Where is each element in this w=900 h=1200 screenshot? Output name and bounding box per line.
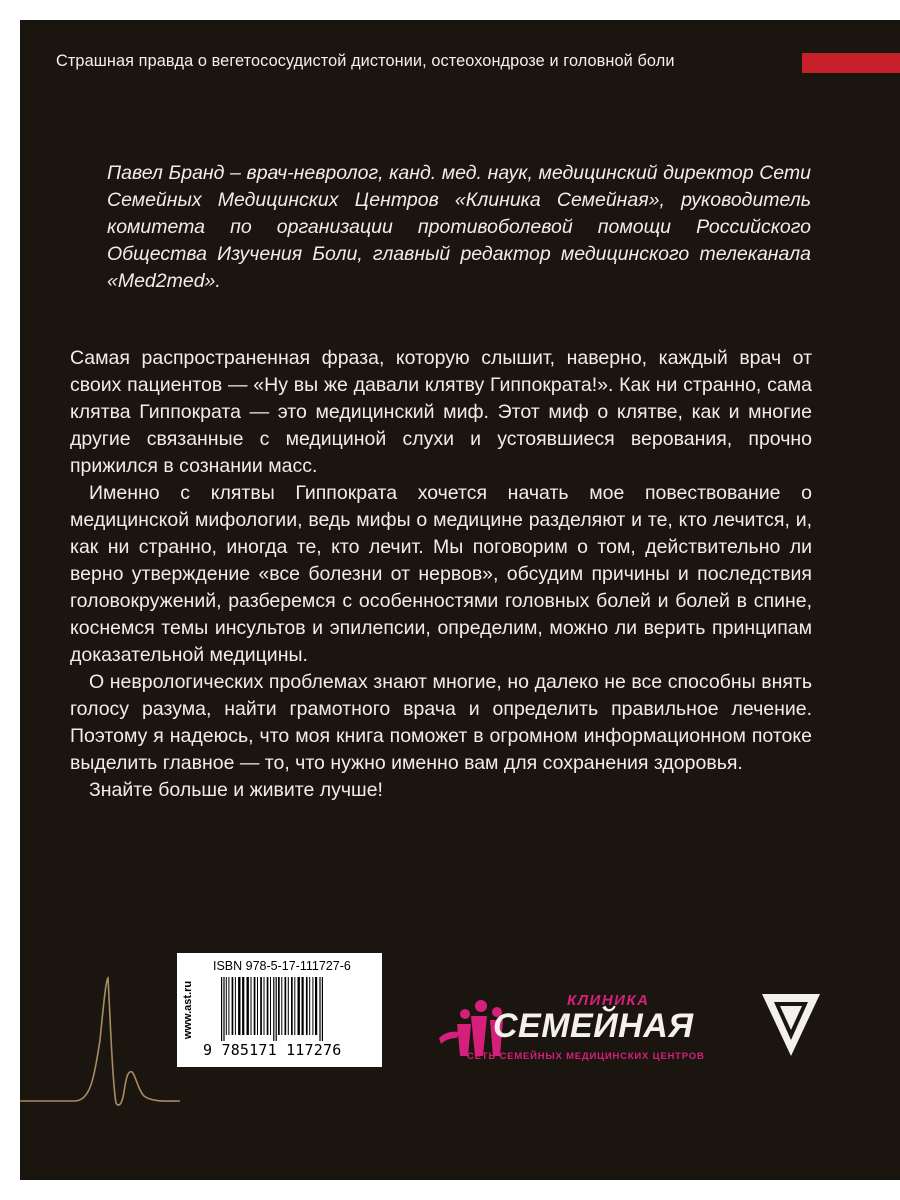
book-back-cover bbox=[20, 20, 900, 1180]
clinic-logo-subtitle: СЕТЬ СЕМЕЙНЫХ МЕДИЦИНСКИХ ЦЕНТРОВ bbox=[467, 1051, 705, 1062]
barcode-bar bbox=[294, 977, 295, 1035]
barcode-bar bbox=[291, 977, 293, 1035]
barcode-bar bbox=[232, 977, 234, 1035]
barcode-bar bbox=[247, 977, 249, 1035]
barcode-bar bbox=[264, 977, 265, 1035]
barcode-bar bbox=[267, 977, 269, 1035]
barcode-bar bbox=[273, 977, 274, 1041]
annotation-paragraph-2: Именно с клятвы Гиппократа хочется начать мое повествование о медицинской мифологии, ведь мифы о медицине разделяют и те, кто лечится, и, как ни странно, иногда те, кто лечит. Мы поговорим о том, действительно ли верно утверждение «все болезни от нервов», обсудим причины и последствия головокружений, разберемся с особенностями головных болей и болей в спине, коснемся темы инсультов и эпилепсии, определим, можно ли верить принципам доказательной медицины. bbox=[70, 482, 812, 666]
barcode-bar bbox=[226, 977, 227, 1035]
barcode-bar bbox=[242, 977, 244, 1035]
author-bio: Павел Бранд – врач-невролог, канд. мед. наук, медицинский директор Сети Семейных Медицинских Центров «Клиника Семейная», руководитель комитета по организации противоболевой помощи Российского Общества Изучения Боли, главный редактор медицинского телеканала «Med2med». bbox=[107, 162, 811, 292]
publisher-url bbox=[177, 953, 199, 1067]
ecg-line-icon bbox=[20, 970, 180, 1110]
barcode-bar bbox=[319, 977, 320, 1041]
barcode-digits: 9 785171 117276 bbox=[203, 1041, 342, 1059]
annotation-paragraph-3: О неврологических проблемах знают многие, но далеко не все способны внять голосу разума, найти грамотного врача и определить правильное лечение. Поэтому я надеюсь, что моя книга поможет в огромном информационном потоке выделить главное — то, что нужно именно вам для сохранения здоровья. bbox=[70, 671, 812, 774]
barcode-bar bbox=[223, 977, 224, 1041]
barcode-bar bbox=[270, 977, 271, 1035]
publisher-url-text: www.ast.ru bbox=[182, 980, 194, 1040]
barcode-bar bbox=[312, 977, 313, 1035]
clinic-logo bbox=[437, 978, 737, 1068]
barcode-bar bbox=[221, 977, 222, 1041]
isbn-label: ISBN 978-5-17-111727-6 bbox=[213, 959, 351, 973]
barcode-bar bbox=[315, 977, 317, 1035]
barcode-bar bbox=[254, 977, 256, 1035]
barcode-bar bbox=[228, 977, 229, 1035]
barcode-bar bbox=[306, 977, 308, 1035]
barcode-bar bbox=[298, 977, 300, 1035]
barcode-bar bbox=[235, 977, 236, 1035]
series-accent-bar bbox=[802, 53, 900, 73]
barcode-bar bbox=[309, 977, 310, 1035]
barcode bbox=[219, 977, 373, 1041]
barcode-bar bbox=[288, 977, 289, 1035]
barcode-bar bbox=[260, 977, 262, 1035]
clinic-logo-top: КЛИНИКА bbox=[567, 992, 650, 1009]
v-triangle-icon bbox=[760, 990, 822, 1060]
barcode-bar bbox=[322, 977, 323, 1041]
series-title: Страшная правда о вегетососудистой дистонии, остеохондрозе и головной боли bbox=[56, 52, 675, 70]
annotation-paragraph-4: Знайте больше и живите лучше! bbox=[89, 779, 383, 801]
isbn-barcode-block bbox=[177, 953, 382, 1067]
barcode-bar bbox=[276, 977, 277, 1041]
annotation-text bbox=[70, 345, 812, 804]
barcode-bar bbox=[257, 977, 258, 1035]
barcode-bar bbox=[238, 977, 240, 1035]
barcode-bar bbox=[251, 977, 252, 1035]
barcode-bar bbox=[278, 977, 280, 1035]
barcode-bar bbox=[302, 977, 304, 1035]
annotation-paragraph-1: Самая распространенная фраза, которую слышит, наверно, каждый врач от своих пациентов — «Ну вы же давали клятву Гиппократа!». Как ни странно, сама клятва Гиппократа — это медицинский миф. Этот миф о клятве, как и многие другие связанные с медициной слухи и устоявшиеся верования, прочно прижился в сознании масс. bbox=[70, 347, 812, 477]
barcode-bar bbox=[281, 977, 282, 1035]
clinic-logo-main: СЕМЕЙНАЯ bbox=[493, 1007, 694, 1045]
series-header bbox=[20, 48, 900, 78]
barcode-bar bbox=[285, 977, 287, 1035]
